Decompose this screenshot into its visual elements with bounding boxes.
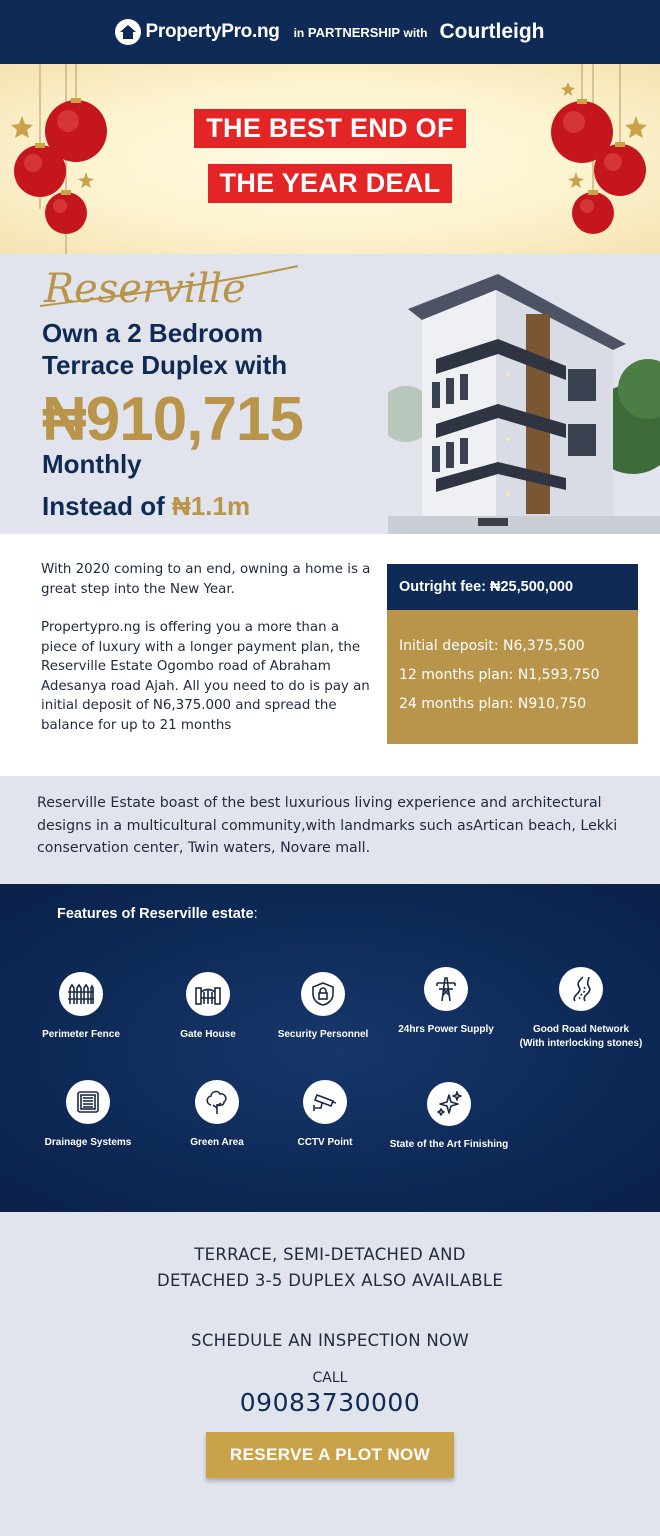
feature-drainage: Drainage Systems bbox=[13, 1080, 163, 1150]
instead-of-price: Instead of ₦1.1m bbox=[42, 491, 251, 521]
partner-logo: Courtleigh bbox=[439, 20, 545, 43]
holiday-banner bbox=[0, 64, 660, 254]
reserve-plot-button[interactable]: RESERVE A PLOT NOW bbox=[206, 1432, 454, 1478]
building-image bbox=[388, 254, 660, 534]
brand-name: PropertyPro.ng bbox=[145, 21, 280, 42]
offer-info-section bbox=[0, 534, 660, 776]
hero-line-2: Terrace Duplex with bbox=[42, 350, 288, 380]
outright-fee: Outright fee: ₦25,500,000 bbox=[387, 564, 638, 610]
monthly-price: ₦910,715 bbox=[42, 385, 303, 454]
road-icon bbox=[559, 967, 603, 1011]
feature-green-area: Green Area bbox=[142, 1080, 292, 1150]
price-period: Monthly bbox=[42, 449, 142, 479]
estate-description: Reserville Estate boast of the best luxurious living experience and architectural designs in a multicultural community,with landmarks such asArtican beach, Lekki conservation center, Twin waters, Novare mall. bbox=[37, 795, 618, 856]
sparkle-icon bbox=[427, 1082, 471, 1126]
gate-icon bbox=[186, 972, 230, 1016]
offer-description bbox=[41, 560, 377, 735]
estate-description-section bbox=[0, 776, 660, 884]
deal-headline-1: THE BEST END OF bbox=[194, 109, 466, 148]
partnership-text: in PARTNERSHIP with bbox=[293, 24, 428, 40]
christmas-ornaments-icon bbox=[0, 64, 660, 254]
cctv-icon bbox=[303, 1080, 347, 1124]
features-section bbox=[0, 884, 660, 1212]
call-label: CALL bbox=[312, 1370, 348, 1386]
twelve-month-plan: 12 months plan: N1,593,750 bbox=[399, 667, 600, 683]
house-icon bbox=[115, 19, 141, 45]
feature-security-personnel: Security Personnel bbox=[248, 972, 398, 1042]
top-header bbox=[0, 0, 660, 64]
feature-cctv: CCTV Point bbox=[250, 1080, 400, 1150]
tree-icon bbox=[195, 1080, 239, 1124]
power-tower-icon bbox=[424, 967, 468, 1011]
phone-number-link[interactable]: 09083730000 bbox=[239, 1388, 421, 1417]
svg-text:Reserville: Reserville bbox=[44, 266, 246, 312]
payment-plan-box bbox=[387, 564, 638, 744]
offer-paragraph-2: Propertypro.ng is offering you a more than a piece of luxury with a longer payment plan, the Reserville Estate Ogombo road of Abraham Adesanya road Ajah. All you need to do is pay an initial deposit of N6,375.000 and spread the balance for up to 21 months bbox=[41, 620, 370, 733]
offer-paragraph-1: With 2020 coming to an end, owning a home is a great step into the New Year. bbox=[41, 562, 371, 597]
propertypro-logo[interactable] bbox=[115, 19, 279, 45]
feature-road-network: Good Road Network (With interlocking stones) bbox=[506, 967, 656, 1051]
hero-line-1: Own a 2 Bedroom bbox=[42, 318, 264, 348]
feature-perimeter-fence: Perimeter Fence bbox=[6, 972, 156, 1042]
features-title: Features of Reserville estate: bbox=[57, 906, 258, 922]
other-types-available: TERRACE, SEMI-DETACHED AND DETACHED 3-5 DUPLEX ALSO AVAILABLE bbox=[156, 1245, 504, 1290]
reserville-script-logo bbox=[36, 256, 306, 316]
drain-icon bbox=[66, 1080, 110, 1124]
fence-icon bbox=[59, 972, 103, 1016]
hero-section bbox=[0, 254, 660, 534]
twenty-four-month-plan: 24 months plan: N910,750 bbox=[399, 696, 587, 712]
deal-headline-2: THE YEAR DEAL bbox=[208, 164, 453, 203]
feature-finishing: State of the Art Finishing bbox=[374, 1082, 524, 1152]
schedule-inspection-text: SCHEDULE AN INSPECTION NOW bbox=[191, 1331, 469, 1350]
call-to-action-section bbox=[0, 1212, 660, 1536]
initial-deposit: Initial deposit: N6,375,500 bbox=[399, 638, 585, 654]
feature-gate-house: Gate House bbox=[133, 972, 283, 1042]
shield-lock-icon bbox=[301, 972, 345, 1016]
feature-power-supply: 24hrs Power Supply bbox=[371, 967, 521, 1037]
